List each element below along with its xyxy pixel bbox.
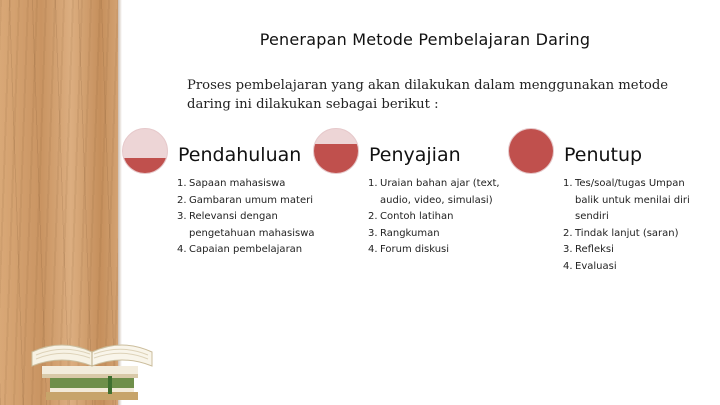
circle-fill	[509, 129, 553, 173]
step-list	[563, 176, 703, 275]
list-item: 2. Contoh latihan	[368, 211, 454, 222]
column-title: Penyajian	[369, 144, 461, 166]
list-item: 3. Refleksi	[563, 244, 614, 255]
intro-paragraph: Proses pembelajaran yang akan dilakukan dalam menggunakan metode daring ini dilakukan sebagai berikut :	[187, 78, 669, 112]
circle-fill	[314, 144, 358, 173]
list-item: 4. Evaluasi	[563, 260, 617, 272]
progress-circle-icon	[122, 128, 168, 174]
list-item: 1. Uraian bahan ajar (text, audio, video, simulasi)	[368, 178, 500, 206]
progress-circle-icon	[508, 128, 554, 174]
slide-title: Penerapan Metode Pembelajaran Daring	[259, 30, 591, 49]
column-title: Pendahuluan	[178, 144, 302, 166]
list-item: 2. Tindak lanjut (saran)	[563, 227, 679, 239]
step-list	[368, 176, 508, 259]
list-item: 3. Rangkuman	[368, 227, 440, 239]
progress-circle-icon	[313, 128, 359, 174]
list-item: 4. Forum diskusi	[368, 244, 450, 255]
list-item: 4. Capaian pembelajaran	[177, 244, 303, 255]
list-item: 3. Relevansi dengan pengetahuan mahasiswa	[177, 211, 315, 239]
list-item: 1. Tes/soal/tugas Umpan balik untuk menilai diri sendiri	[563, 178, 690, 222]
list-item: 1. Sapaan mahasiswa	[177, 178, 286, 189]
step-list	[177, 176, 317, 259]
books-illustration	[28, 322, 158, 404]
column-title: Penutup	[564, 144, 643, 166]
circle-fill	[123, 158, 167, 173]
list-item: 2. Gambaran umum materi	[177, 194, 314, 206]
